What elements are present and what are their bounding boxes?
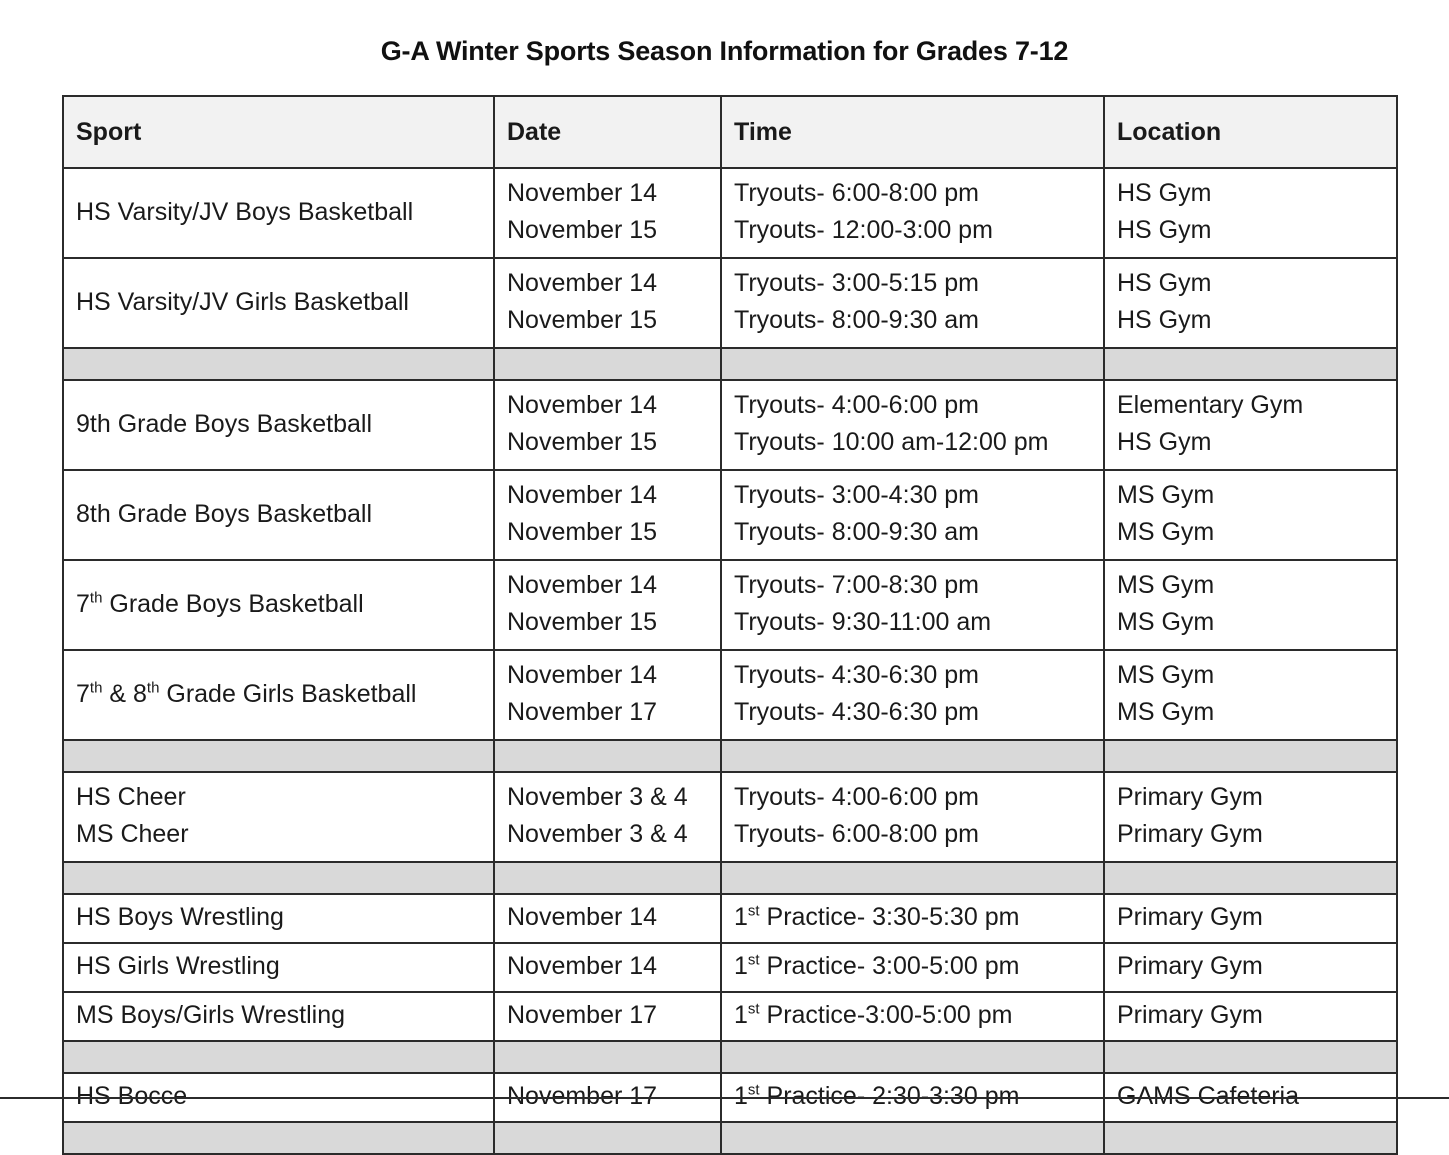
- cell-date: [494, 168, 721, 258]
- time-lines: [734, 948, 1093, 985]
- sport-lines: [76, 284, 483, 321]
- location-line-1: MS Gym: [1117, 481, 1215, 509]
- time-line-1: Tryouts- 4:00-6:00 pm: [734, 783, 980, 811]
- sport-lines: [76, 997, 483, 1034]
- time-lines: [734, 387, 1093, 461]
- time-line-2: Tryouts- 10:00 am-12:00 pm: [734, 428, 1049, 456]
- page-bottom-rule: [0, 1097, 1449, 1099]
- sport-lines: [76, 496, 483, 533]
- table-spacer-row: [63, 1122, 1397, 1154]
- spacer-cell-sport: [63, 1122, 494, 1154]
- spacer-cell-location: [1104, 1122, 1397, 1154]
- sport-line-1: HS Bocce: [76, 1082, 188, 1110]
- time-line-2: Tryouts- 6:00-8:00 pm: [734, 820, 980, 848]
- date-lines: [507, 657, 710, 731]
- cell-sport: [63, 258, 494, 348]
- cell-date: [494, 470, 721, 560]
- cell-time: [721, 992, 1104, 1041]
- cell-time: [721, 943, 1104, 992]
- location-line-1: Primary Gym: [1117, 952, 1263, 980]
- time-lines: [734, 567, 1093, 641]
- sport-lines: [76, 406, 483, 443]
- date-lines: [507, 175, 710, 249]
- time-lines: [734, 657, 1093, 731]
- date-lines: [507, 779, 710, 853]
- cell-time: [721, 894, 1104, 943]
- cell-time: [721, 470, 1104, 560]
- column-header-location: Location: [1104, 96, 1397, 168]
- time-lines: [734, 997, 1093, 1034]
- date-line-1: November 14: [507, 661, 658, 689]
- time-line-1: 1st Practice-3:00-5:00 pm: [734, 1000, 1013, 1029]
- table-row: [63, 894, 1397, 943]
- time-lines: [734, 899, 1093, 936]
- date-line-2: November 15: [507, 608, 658, 636]
- location-line-1: Elementary Gym: [1117, 391, 1304, 419]
- location-lines: [1117, 997, 1386, 1034]
- spacer-cell-sport: [63, 740, 494, 772]
- date-line-1: November 3 & 4: [507, 783, 688, 811]
- cell-sport: [63, 650, 494, 740]
- location-lines: [1117, 265, 1386, 339]
- cell-location: [1104, 470, 1397, 560]
- time-line-1: 1st Practice- 3:00-5:00 pm: [734, 951, 1020, 980]
- sport-lines: [76, 586, 483, 623]
- table-header-row: [63, 96, 1397, 168]
- spacer-cell-time: [721, 1122, 1104, 1154]
- date-line-1: November 17: [507, 1001, 658, 1029]
- spacer-cell-time: [721, 740, 1104, 772]
- table-row: [63, 168, 1397, 258]
- spacer-cell-sport: [63, 348, 494, 380]
- time-line-2: Tryouts- 8:00-9:30 am: [734, 518, 980, 546]
- location-lines: [1117, 948, 1386, 985]
- date-lines: [507, 265, 710, 339]
- date-line-1: November 14: [507, 269, 658, 297]
- cell-date: [494, 380, 721, 470]
- sport-line-1: MS Boys/Girls Wrestling: [76, 1001, 346, 1029]
- location-lines: [1117, 779, 1386, 853]
- sport-lines: [76, 676, 483, 713]
- sport-line-1: HS Cheer: [76, 783, 186, 811]
- date-lines: [507, 477, 710, 551]
- time-line-1: Tryouts- 4:00-6:00 pm: [734, 391, 980, 419]
- sport-line-1: 9th Grade Boys Basketball: [76, 409, 372, 438]
- date-line-1: November 17: [507, 1082, 658, 1110]
- cell-time: [721, 258, 1104, 348]
- time-line-2: Tryouts- 12:00-3:00 pm: [734, 216, 993, 244]
- location-lines: [1117, 387, 1386, 461]
- date-lines: [507, 567, 710, 641]
- cell-location: [1104, 992, 1397, 1041]
- table-row: [63, 772, 1397, 862]
- sport-line-1: HS Varsity/JV Boys Basketball: [76, 197, 414, 226]
- location-line-1: HS Gym: [1117, 269, 1212, 297]
- schedule-table-container: [62, 95, 1396, 1155]
- cell-sport: [63, 894, 494, 943]
- cell-date: [494, 894, 721, 943]
- cell-time: [721, 380, 1104, 470]
- date-lines: [507, 948, 710, 985]
- spacer-cell-date: [494, 1122, 721, 1154]
- cell-location: [1104, 258, 1397, 348]
- sport-lines: [76, 899, 483, 936]
- cell-date: [494, 560, 721, 650]
- date-line-1: November 14: [507, 903, 658, 931]
- location-lines: [1117, 175, 1386, 249]
- spacer-cell-sport: [63, 862, 494, 894]
- cell-location: [1104, 380, 1397, 470]
- sport-line-1: HS Girls Wrestling: [76, 952, 280, 980]
- table-body: [63, 168, 1397, 1154]
- spacer-cell-time: [721, 1041, 1104, 1073]
- date-line-2: November 15: [507, 518, 658, 546]
- date-line-2: November 17: [507, 698, 658, 726]
- winter-sports-schedule-table: [62, 95, 1398, 1155]
- date-line-1: November 14: [507, 952, 658, 980]
- location-line-1: Primary Gym: [1117, 783, 1263, 811]
- time-lines: [734, 477, 1093, 551]
- date-lines: [507, 899, 710, 936]
- time-line-2: Tryouts- 4:30-6:30 pm: [734, 698, 980, 726]
- location-line-2: MS Gym: [1117, 518, 1215, 546]
- cell-time: [721, 650, 1104, 740]
- time-lines: [734, 779, 1093, 853]
- cell-date: [494, 943, 721, 992]
- cell-date: [494, 258, 721, 348]
- sport-line-2: MS Cheer: [76, 820, 189, 848]
- date-line-2: November 3 & 4: [507, 820, 688, 848]
- sport-line-1: HS Boys Wrestling: [76, 903, 284, 931]
- time-line-1: Tryouts- 3:00-4:30 pm: [734, 481, 980, 509]
- date-line-2: November 15: [507, 216, 658, 244]
- time-line-1: Tryouts- 3:00-5:15 pm: [734, 269, 980, 297]
- time-line-1: Tryouts- 7:00-8:30 pm: [734, 571, 980, 599]
- cell-date: [494, 772, 721, 862]
- page-title: G-A Winter Sports Season Information for Grades 7-12: [380, 36, 1069, 66]
- cell-location: [1104, 772, 1397, 862]
- location-line-1: MS Gym: [1117, 571, 1215, 599]
- time-lines: [734, 265, 1093, 339]
- date-line-1: November 14: [507, 179, 658, 207]
- time-line-2: Tryouts- 9:30-11:00 am: [734, 608, 992, 636]
- sport-lines: [76, 948, 483, 985]
- table-header: [63, 96, 1397, 168]
- location-lines: [1117, 899, 1386, 936]
- cell-sport: [63, 560, 494, 650]
- table-row: [63, 380, 1397, 470]
- cell-location: [1104, 894, 1397, 943]
- sport-line-1: 7th Grade Boys Basketball: [76, 589, 364, 618]
- table-row: [63, 470, 1397, 560]
- location-lines: [1117, 567, 1386, 641]
- spacer-cell-location: [1104, 1041, 1397, 1073]
- cell-time: [721, 168, 1104, 258]
- location-line-2: HS Gym: [1117, 306, 1212, 334]
- date-lines: [507, 997, 710, 1034]
- spacer-cell-location: [1104, 862, 1397, 894]
- cell-time: [721, 560, 1104, 650]
- sport-line-1: 7th & 8th Grade Girls Basketball: [76, 679, 417, 708]
- cell-sport: [63, 168, 494, 258]
- sport-line-1: 8th Grade Boys Basketball: [76, 499, 372, 528]
- spacer-cell-location: [1104, 348, 1397, 380]
- cell-sport: [63, 992, 494, 1041]
- column-header-date: Date: [494, 96, 721, 168]
- location-lines: [1117, 657, 1386, 731]
- spacer-cell-date: [494, 740, 721, 772]
- date-line-2: November 15: [507, 306, 658, 334]
- table-row: [63, 258, 1397, 348]
- table-row: [63, 560, 1397, 650]
- location-line-2: HS Gym: [1117, 428, 1212, 456]
- sport-lines: [76, 779, 483, 853]
- time-lines: [734, 175, 1093, 249]
- cell-date: [494, 650, 721, 740]
- cell-sport: [63, 943, 494, 992]
- date-line-1: November 14: [507, 481, 658, 509]
- sport-lines: [76, 194, 483, 231]
- location-line-2: MS Gym: [1117, 698, 1215, 726]
- location-line-1: Primary Gym: [1117, 1001, 1263, 1029]
- table-row: [63, 992, 1397, 1041]
- cell-sport: [63, 470, 494, 560]
- location-lines: [1117, 477, 1386, 551]
- cell-location: [1104, 943, 1397, 992]
- location-line-1: Primary Gym: [1117, 903, 1263, 931]
- location-line-2: HS Gym: [1117, 216, 1212, 244]
- table-spacer-row: [63, 740, 1397, 772]
- cell-date: [494, 992, 721, 1041]
- sport-line-1: HS Varsity/JV Girls Basketball: [76, 287, 409, 316]
- date-line-1: November 14: [507, 391, 658, 419]
- spacer-cell-location: [1104, 740, 1397, 772]
- spacer-cell-time: [721, 348, 1104, 380]
- date-line-2: November 15: [507, 428, 658, 456]
- cell-sport: [63, 380, 494, 470]
- date-line-1: November 14: [507, 571, 658, 599]
- table-row: [63, 650, 1397, 740]
- table-spacer-row: [63, 1041, 1397, 1073]
- table-spacer-row: [63, 348, 1397, 380]
- table-spacer-row: [63, 862, 1397, 894]
- cell-location: [1104, 560, 1397, 650]
- location-line-1: HS Gym: [1117, 179, 1212, 207]
- time-line-1: 1st Practice- 3:30-5:30 pm: [734, 902, 1020, 931]
- location-line-1: MS Gym: [1117, 661, 1215, 689]
- table-row: [63, 943, 1397, 992]
- spacer-cell-date: [494, 348, 721, 380]
- spacer-cell-date: [494, 1041, 721, 1073]
- spacer-cell-date: [494, 862, 721, 894]
- time-line-1: Tryouts- 6:00-8:00 pm: [734, 179, 980, 207]
- spacer-cell-time: [721, 862, 1104, 894]
- cell-time: [721, 772, 1104, 862]
- time-line-1: 1st Practice- 2:30-3:30 pm: [734, 1081, 1020, 1110]
- cell-location: [1104, 650, 1397, 740]
- cell-sport: [63, 772, 494, 862]
- cell-location: [1104, 168, 1397, 258]
- location-line-2: MS Gym: [1117, 608, 1215, 636]
- column-header-time: Time: [721, 96, 1104, 168]
- time-line-2: Tryouts- 8:00-9:30 am: [734, 306, 980, 334]
- location-line-2: Primary Gym: [1117, 820, 1263, 848]
- column-header-sport: Sport: [63, 96, 494, 168]
- date-lines: [507, 387, 710, 461]
- location-line-1: GAMS Cafeteria: [1117, 1082, 1300, 1110]
- spacer-cell-sport: [63, 1041, 494, 1073]
- time-line-1: Tryouts- 4:30-6:30 pm: [734, 661, 980, 689]
